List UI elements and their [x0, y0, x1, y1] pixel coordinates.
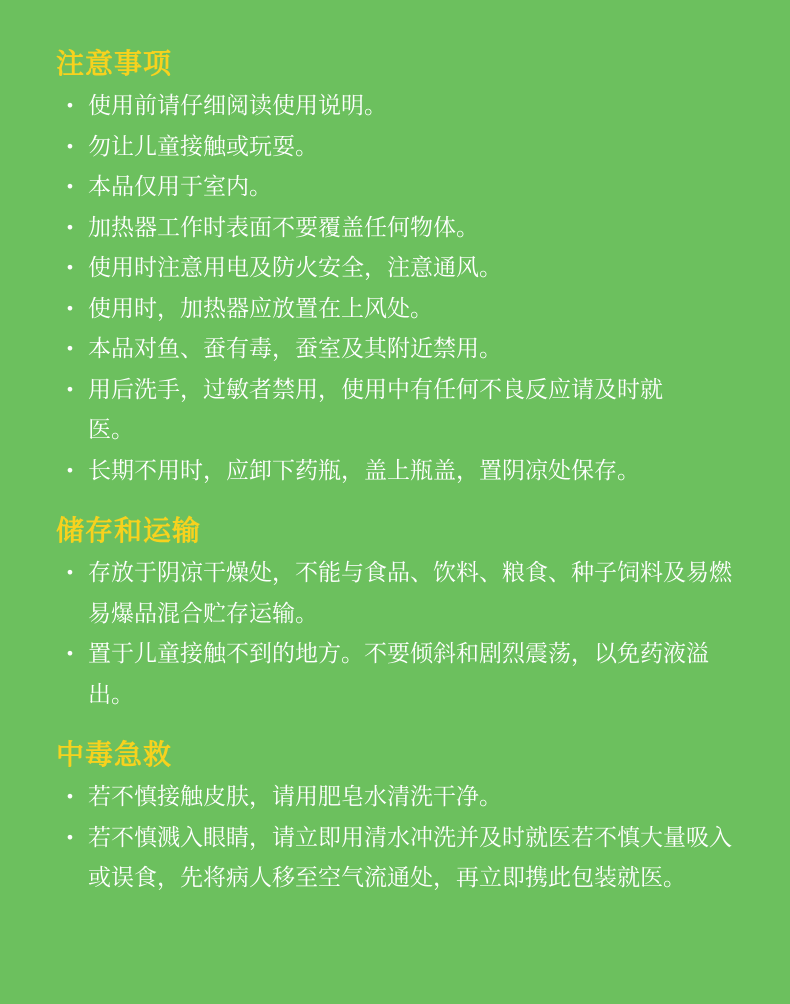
item-text: 勿让儿童接触或玩耍。 — [88, 133, 318, 160]
item-text: 用后洗手，过敏者禁用，使用中有任何不良反应请及时就医。 — [88, 376, 663, 443]
item-text: 本品仅用于室内。 — [88, 174, 272, 200]
list-item — [56, 818, 750, 899]
item-text: 长期不用时，应卸下药瓶，盖上瓶盖，置阴凉处保存。 — [88, 457, 640, 484]
list-item — [56, 86, 750, 127]
item-text: 使用时注意用电及防火安全，注意通风。 — [88, 255, 502, 281]
list-item — [56, 167, 750, 208]
item-list — [56, 86, 750, 491]
item-text: 加热器工作时表面不要覆盖任何物体。 — [88, 214, 479, 241]
bullet-icon: • — [65, 460, 75, 480]
bullet-icon: • — [65, 563, 75, 582]
item-text: 本品对鱼、蚕有毒，蚕室及其附近禁用。 — [88, 336, 502, 362]
item-text: 置于儿童接触不到的地方。不要倾斜和剧烈震荡，以免药液溢出。 — [88, 641, 709, 708]
bullet-icon: • — [65, 136, 75, 156]
item-text: 若不慎溅入眼睛，请立即用清水冲洗并及时就医若不慎大量吸入或误食，先将病人移至空气流通处，再立即携此包装就医。 — [88, 824, 732, 891]
item-list — [56, 553, 750, 715]
section-title: 注意事项 — [56, 47, 173, 80]
list-item — [56, 370, 750, 451]
bullet-icon: • — [65, 644, 75, 663]
list-item — [56, 634, 750, 715]
list-item — [56, 289, 750, 330]
bullet-icon: • — [65, 217, 75, 237]
bullet-icon: • — [65, 379, 75, 399]
bullet-icon: • — [65, 298, 75, 318]
section-storage-transport — [56, 511, 750, 715]
item-text: 存放于阴凉干燥处，不能与食品、饮料、粮食、种子饲料及易燃易爆品混合贮存运输。 — [88, 560, 732, 627]
item-text: 使用前请仔细阅读使用说明。 — [88, 93, 387, 119]
bullet-icon: • — [65, 177, 75, 196]
section-title: 中毒急救 — [56, 738, 173, 771]
list-item — [56, 329, 750, 370]
list-item — [56, 451, 750, 492]
list-item — [56, 777, 750, 818]
bullet-icon: • — [65, 339, 75, 358]
section-precautions — [56, 44, 750, 491]
bullet-icon: • — [65, 787, 75, 806]
item-text: 使用时，加热器应放置在上风处。 — [88, 295, 433, 322]
item-list — [56, 777, 750, 899]
list-item — [56, 127, 750, 168]
section-poisoning-first-aid — [56, 735, 750, 899]
item-text: 若不慎接触皮肤，请用肥皂水清洗干净。 — [88, 784, 502, 810]
bullet-icon: • — [65, 96, 75, 115]
list-item — [56, 553, 750, 634]
list-item — [56, 208, 750, 249]
bullet-icon: • — [65, 258, 75, 277]
section-title: 储存和运输 — [56, 514, 202, 547]
bullet-icon: • — [65, 827, 75, 847]
list-item — [56, 248, 750, 289]
